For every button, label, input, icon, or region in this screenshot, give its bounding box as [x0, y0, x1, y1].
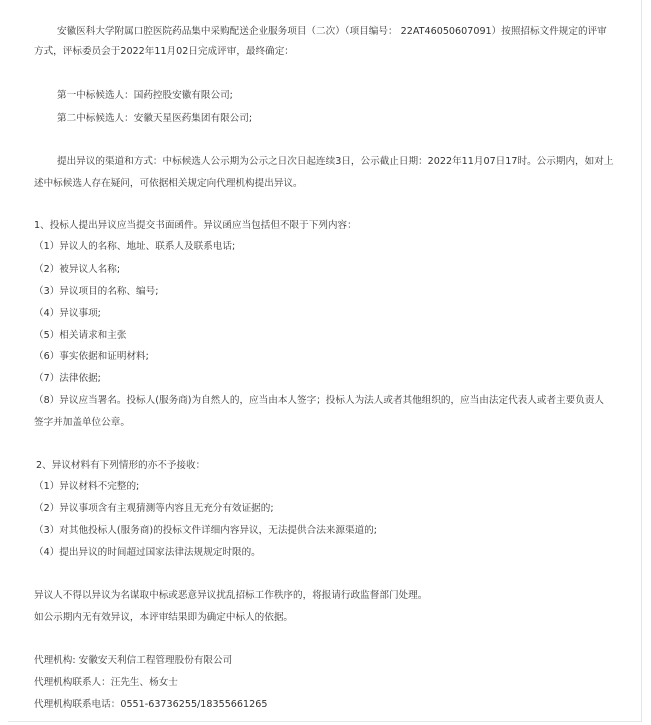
intro-paragraph-line2: 方式，评标委员会于2022年11月02日完成评审，最终确定：	[34, 46, 294, 57]
section1-item: （1）异议人的名称、地址、联系人及联系电话;	[34, 241, 236, 252]
second-candidate: 第二中标候选人：安徽天星医药集团有限公司;	[57, 113, 253, 124]
section1-item: （2）被异议人名称;	[34, 264, 121, 275]
objection-paragraph-line1: 提出异议的渠道和方式：中标候选人公示期为公示之日次日起连续3日，公示截止日期：2022年11月07日17时。公示期内，如对上	[57, 156, 614, 167]
closing-line2: 如公示期内无有效异议，本评审结果即为确定中标人的依据。	[34, 612, 294, 623]
section1-item8-line1: （8）异议应当署名。投标人(服务商)为自然人的，应当由本人签字；投标人为法人或者其他组织的，应当由法定代表人或者主要负责人	[34, 395, 605, 406]
section2-heading: 2、异议材料有下列情形的亦不予接收：	[36, 460, 206, 471]
section1-item: （3）异议项目的名称、编号;	[34, 286, 159, 297]
section1-item8-line2: 签字并加盖单位公章。	[34, 417, 130, 428]
section2-item: （1）异议材料不完整的;	[34, 481, 140, 492]
first-candidate: 第一中标候选人：国药控股安徽有限公司;	[57, 90, 233, 101]
section1-heading: 1、投标人提出异议应当提交书面函件。异议函应当包括但不限于下列内容：	[34, 220, 357, 231]
section1-item: （6）事实依据和证明材料;	[34, 351, 149, 362]
section2-item: （2）异议事项含有主观猜测等内容且无充分有效证据的;	[34, 503, 274, 514]
agency-phone: 代理机构联系电话：0551-63736255/18355661265	[34, 699, 268, 710]
section1-item: （4）异议事项;	[34, 308, 101, 319]
agency-name: 代理机构: 安徽安天利信工程管理股份有限公司	[34, 655, 233, 666]
section1-item: （5）相关请求和主张	[34, 330, 127, 341]
section1-item: （7）法律依据;	[34, 373, 101, 384]
section2-item: （3）对其他投标人(服务商)的投标文件详细内容异议，无法提供合法来源渠道的;	[34, 525, 378, 536]
agency-contacts: 代理机构联系人：汪先生、杨女士	[34, 677, 178, 688]
closing-line1: 异议人不得以异议为名谋取中标或恶意异议扰乱招标工作秩序的，将报请行政监督部门处理。	[34, 590, 428, 601]
section2-item: （4）提出异议的时间超过国家法律法规规定时限的。	[34, 547, 261, 558]
objection-paragraph-line2: 述中标候选人存在疑问，可依据相关规定向代理机构提出异议。	[34, 178, 303, 189]
intro-paragraph-line1: 安徽医科大学附属口腔医院药品集中采购配送企业服务项目（二次）（项目编号： 22AT46050607091）按照招标文件规定的评审	[57, 26, 607, 37]
